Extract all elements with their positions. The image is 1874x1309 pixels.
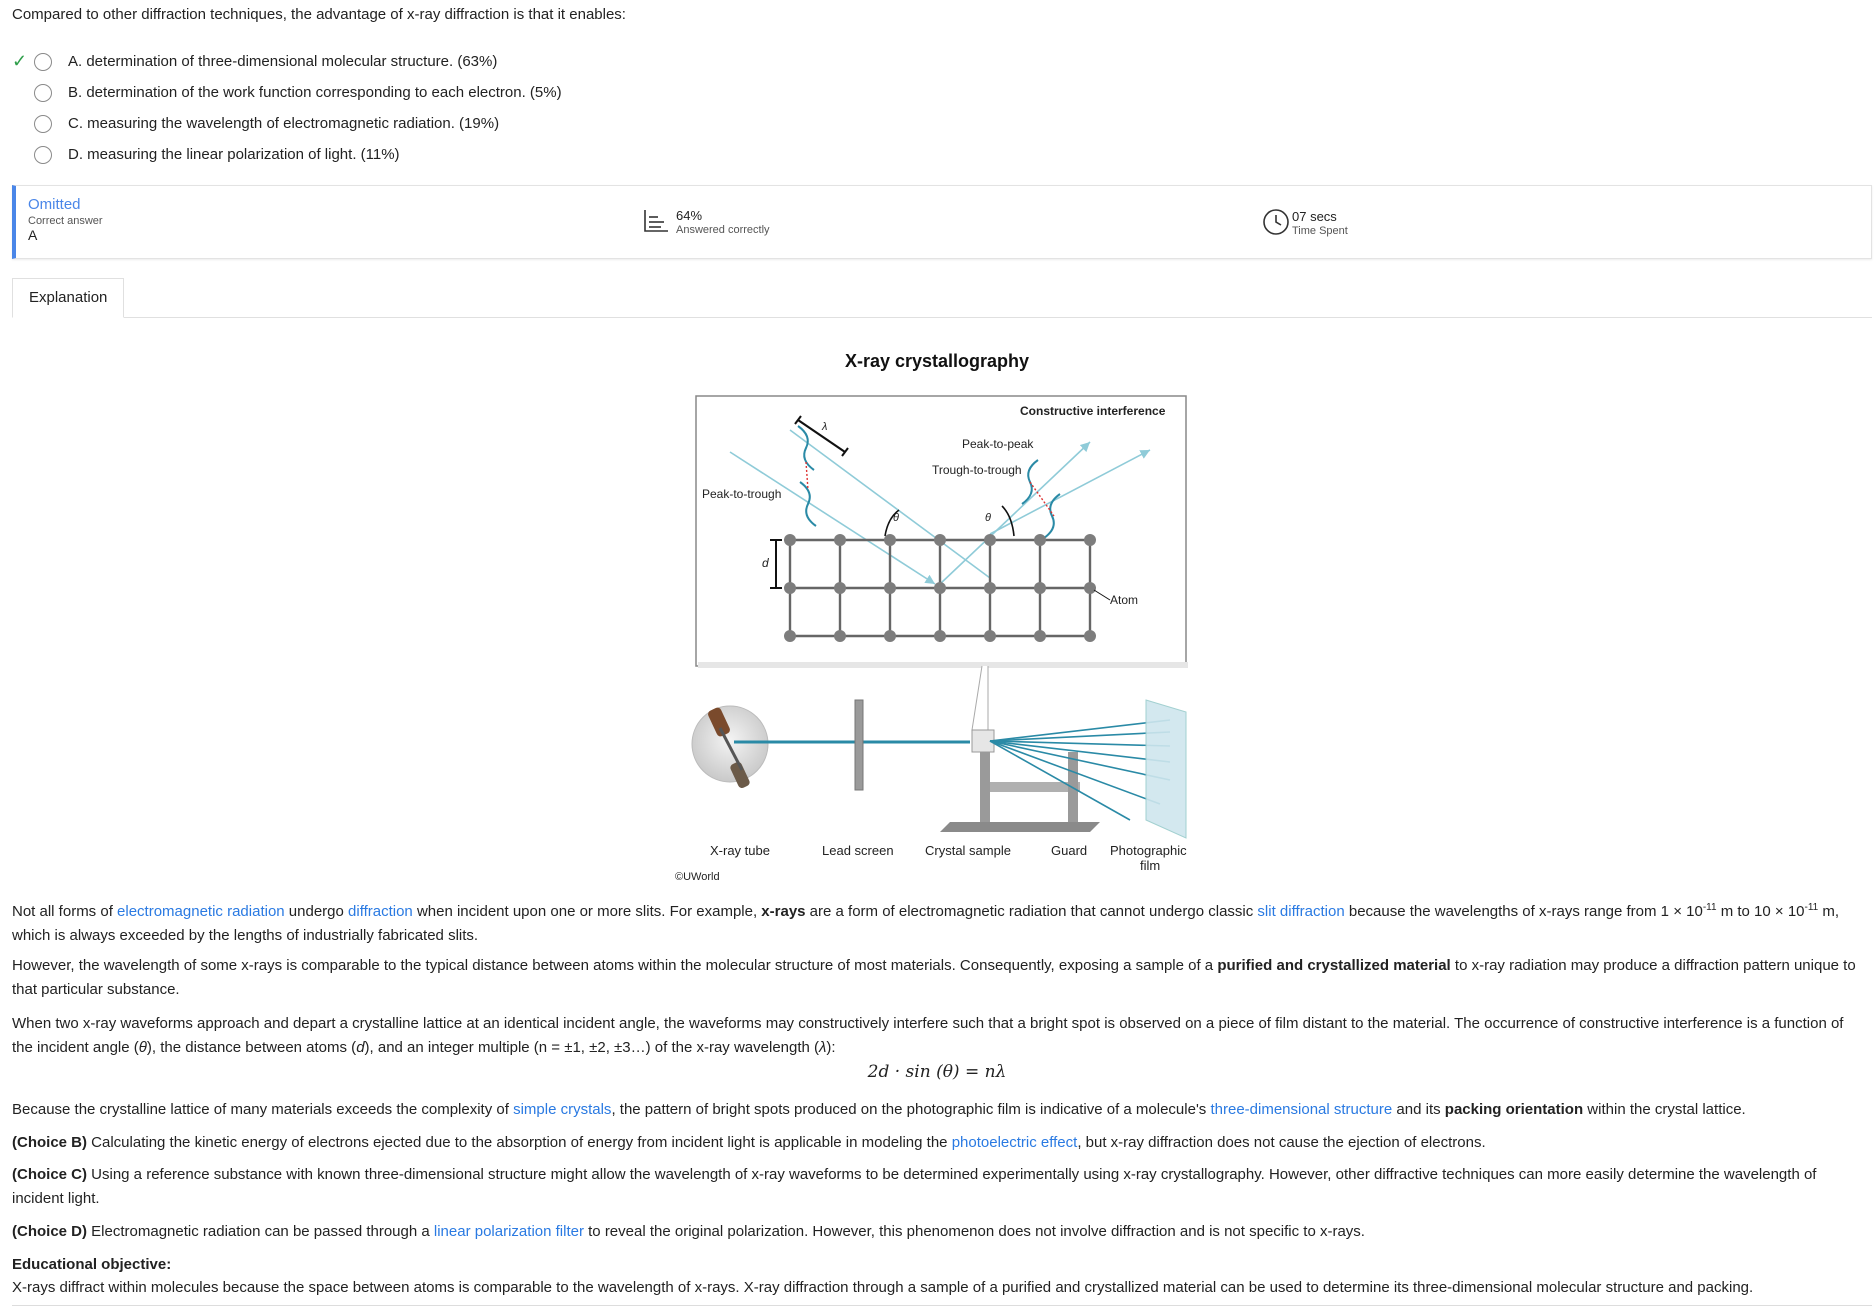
xray-figure [690,390,1210,879]
paragraph-text: ): [826,1039,836,1056]
percent-block [642,208,770,238]
figure-title: X-ray crystallography [844,351,1030,371]
choice-b-explanation [12,1131,1862,1155]
radio-icon[interactable] [34,146,52,164]
glossary-link[interactable]: three-dimensional structure [1210,1101,1393,1118]
paragraph-3 [12,1012,1862,1060]
paragraph-text: to x-ray radiation may produce a diffraction pattern unique to that particular substance. [12,957,1856,998]
status-block [28,196,103,243]
bar-chart-icon [642,208,670,238]
film-label-line2: film [1140,858,1161,873]
paragraph-4 [12,1098,1862,1122]
lead-screen-label: Lead screen [822,843,894,858]
result-stats-bar [12,185,1872,259]
divider [12,1305,1872,1306]
atom-label: Atom [1110,593,1139,607]
paragraph-text: ), and an integer multiple (n = ±1, ±2, ±3…) of the x-ray wavelength ( [364,1039,820,1056]
choice-c-explanation [12,1163,1862,1211]
glossary-link[interactable]: photoelectric effect [951,1134,1078,1151]
paragraph-text: However, the wavelength of some x-rays is comparable to the typical distance between atoms within the molecular structure of most materials. Consequently, exposing a sample of a [12,957,1218,974]
paragraph-text: Using a reference substance with known three-dimensional structure might allow the wavelength of x-ray waveforms to be determined experimentally using x-ray crystallography. However, other diffractive techniques can more easily determine the wavelength of incident light. [12,1166,1817,1207]
paragraph-text: m, which is always exceeded by the lengths of industrially fabricated slits. [12,903,1840,944]
choice-c[interactable] [12,108,562,139]
d-label: d [762,556,769,570]
xray-tube-label: X-ray tube [710,843,770,858]
paragraph-text: (Choice B) [12,1134,87,1151]
glossary-link[interactable]: electromagnetic radiation [117,903,285,920]
paragraph-text: packing orientation [1444,1101,1584,1118]
time-label: Time Spent [1292,225,1348,237]
paragraph-text: Calculating the kinetic energy of electrons ejected due to the absorption of energy from incident light is applicable in modeling the [87,1134,952,1151]
choice-d-explanation [12,1220,1862,1244]
paragraph-text: (Choice C) [12,1166,87,1183]
film-label-line1: Photographic [1110,843,1187,858]
paragraph-text: undergo [284,903,349,920]
percent-label: Answered correctly [676,224,770,236]
paragraph-text: to reveal the original polarization. However, this phenomenon does not involve diffraction and is not specific to x-rays. [583,1223,1365,1240]
apparatus [692,700,1187,873]
paragraph-text: d [356,1039,365,1056]
choice-text: C. measuring the wavelength of electromagnetic radiation. (19%) [68,115,500,132]
paragraph-text: θ [138,1039,147,1056]
radio-icon[interactable] [34,84,52,102]
choice-text: A. determination of three-dimensional molecular structure. (63%) [68,53,498,70]
choice-b[interactable] [12,77,562,108]
paragraph-text: are a form of electromagnetic radiation that cannot undergo classic [805,903,1258,920]
paragraph-2 [12,954,1862,1002]
percent-value: 64% [676,208,703,223]
paragraph-text: -11 [1804,902,1819,913]
paragraph-text: (Choice D) [12,1223,87,1240]
copyright: ©UWorld [675,871,720,883]
glossary-link[interactable]: diffraction [348,903,413,920]
paragraph-text: when incident upon one or more slits. For example, [412,903,762,920]
inset-panel [696,396,1188,730]
paragraph-text: Because the crystalline lattice of many materials exceeds the complexity of [12,1101,514,1118]
paragraph-text: x-rays [761,903,806,920]
peak-to-trough-label: Peak-to-trough [702,487,782,501]
paragraph-text: -11 [1702,902,1717,913]
constructive-label: Constructive interference [1020,404,1166,418]
paragraph-text: ), the distance between atoms ( [146,1039,357,1056]
paragraph-text: within the crystal lattice. [1583,1101,1746,1118]
paragraph-1 [12,896,1862,948]
objective-text: X-rays diffract within molecules because the space between atoms is comparable to the wavelength of x-rays. X-ray diffraction through a sample of a purified and crystallized material can be used to determine its three-dimensional molecular structure and packing. [12,1279,1754,1296]
bragg-formula: 2d · sin (θ) = nλ [867,1062,1007,1082]
time-value: 07 secs [1292,209,1337,224]
paragraph-text: purified and crystallized material [1217,957,1451,974]
paragraph-text: When two x-ray waveforms approach and depart a crystalline lattice at an identical incident angle, the waveforms may constructively interfere such that a bright spot is observed on a piece of film distant to the material. The occurrence of constructive interference is a function of the incident angle ( [12,1015,1844,1056]
status-label: Omitted [28,196,81,213]
radio-icon[interactable] [34,53,52,71]
question-stem: Compared to other diffraction techniques, the advantage of x-ray diffraction is that it enables: [12,6,626,23]
lambda-label: λ [822,421,828,433]
glossary-link[interactable]: slit diffraction [1257,903,1345,920]
correct-answer-label: Correct answer [28,215,103,227]
theta-left-label: θ [893,512,899,524]
glossary-link[interactable]: simple crystals [513,1101,612,1118]
paragraph-text: and its [1392,1101,1445,1118]
theta-right-label: θ [985,512,991,524]
paragraph-text: because the wavelengths of x-rays range from 1 × 10 [1344,903,1703,920]
crystal-sample-label: Crystal sample [925,843,1011,858]
correct-answer-value: A [28,227,38,243]
glossary-link[interactable]: linear polarization filter [433,1223,584,1240]
paragraph-text: m to 10 × 10 [1716,903,1805,920]
choice-d[interactable] [12,139,562,170]
paragraph-text: , but x-ray diffraction does not cause the ejection of electrons. [1077,1134,1486,1151]
trough-to-trough-label: Trough-to-trough [932,463,1022,477]
answer-choices [12,46,562,170]
radio-icon[interactable] [34,115,52,133]
paragraph-text: Electromagnetic radiation can be passed through a [87,1223,434,1240]
paragraph-text: , the pattern of bright spots produced on the photographic film is indicative of a molecule's [611,1101,1211,1118]
time-block [1262,208,1348,240]
choice-text: D. measuring the linear polarization of light. (11%) [68,146,400,163]
clock-icon [1262,208,1290,240]
checkmark-icon: ✓ [12,51,28,71]
peak-to-peak-label: Peak-to-peak [962,437,1034,451]
paragraph-text: Not all forms of [12,903,118,920]
objective-title: Educational objective: [12,1256,172,1273]
tab-bar [12,278,1872,318]
tab-explanation[interactable]: Explanation [12,278,124,318]
choice-a[interactable] [12,46,562,77]
guard-label: Guard [1051,843,1088,858]
paragraph-text: λ [819,1039,827,1056]
choice-text: B. determination of the work function corresponding to each electron. (5%) [68,84,562,101]
